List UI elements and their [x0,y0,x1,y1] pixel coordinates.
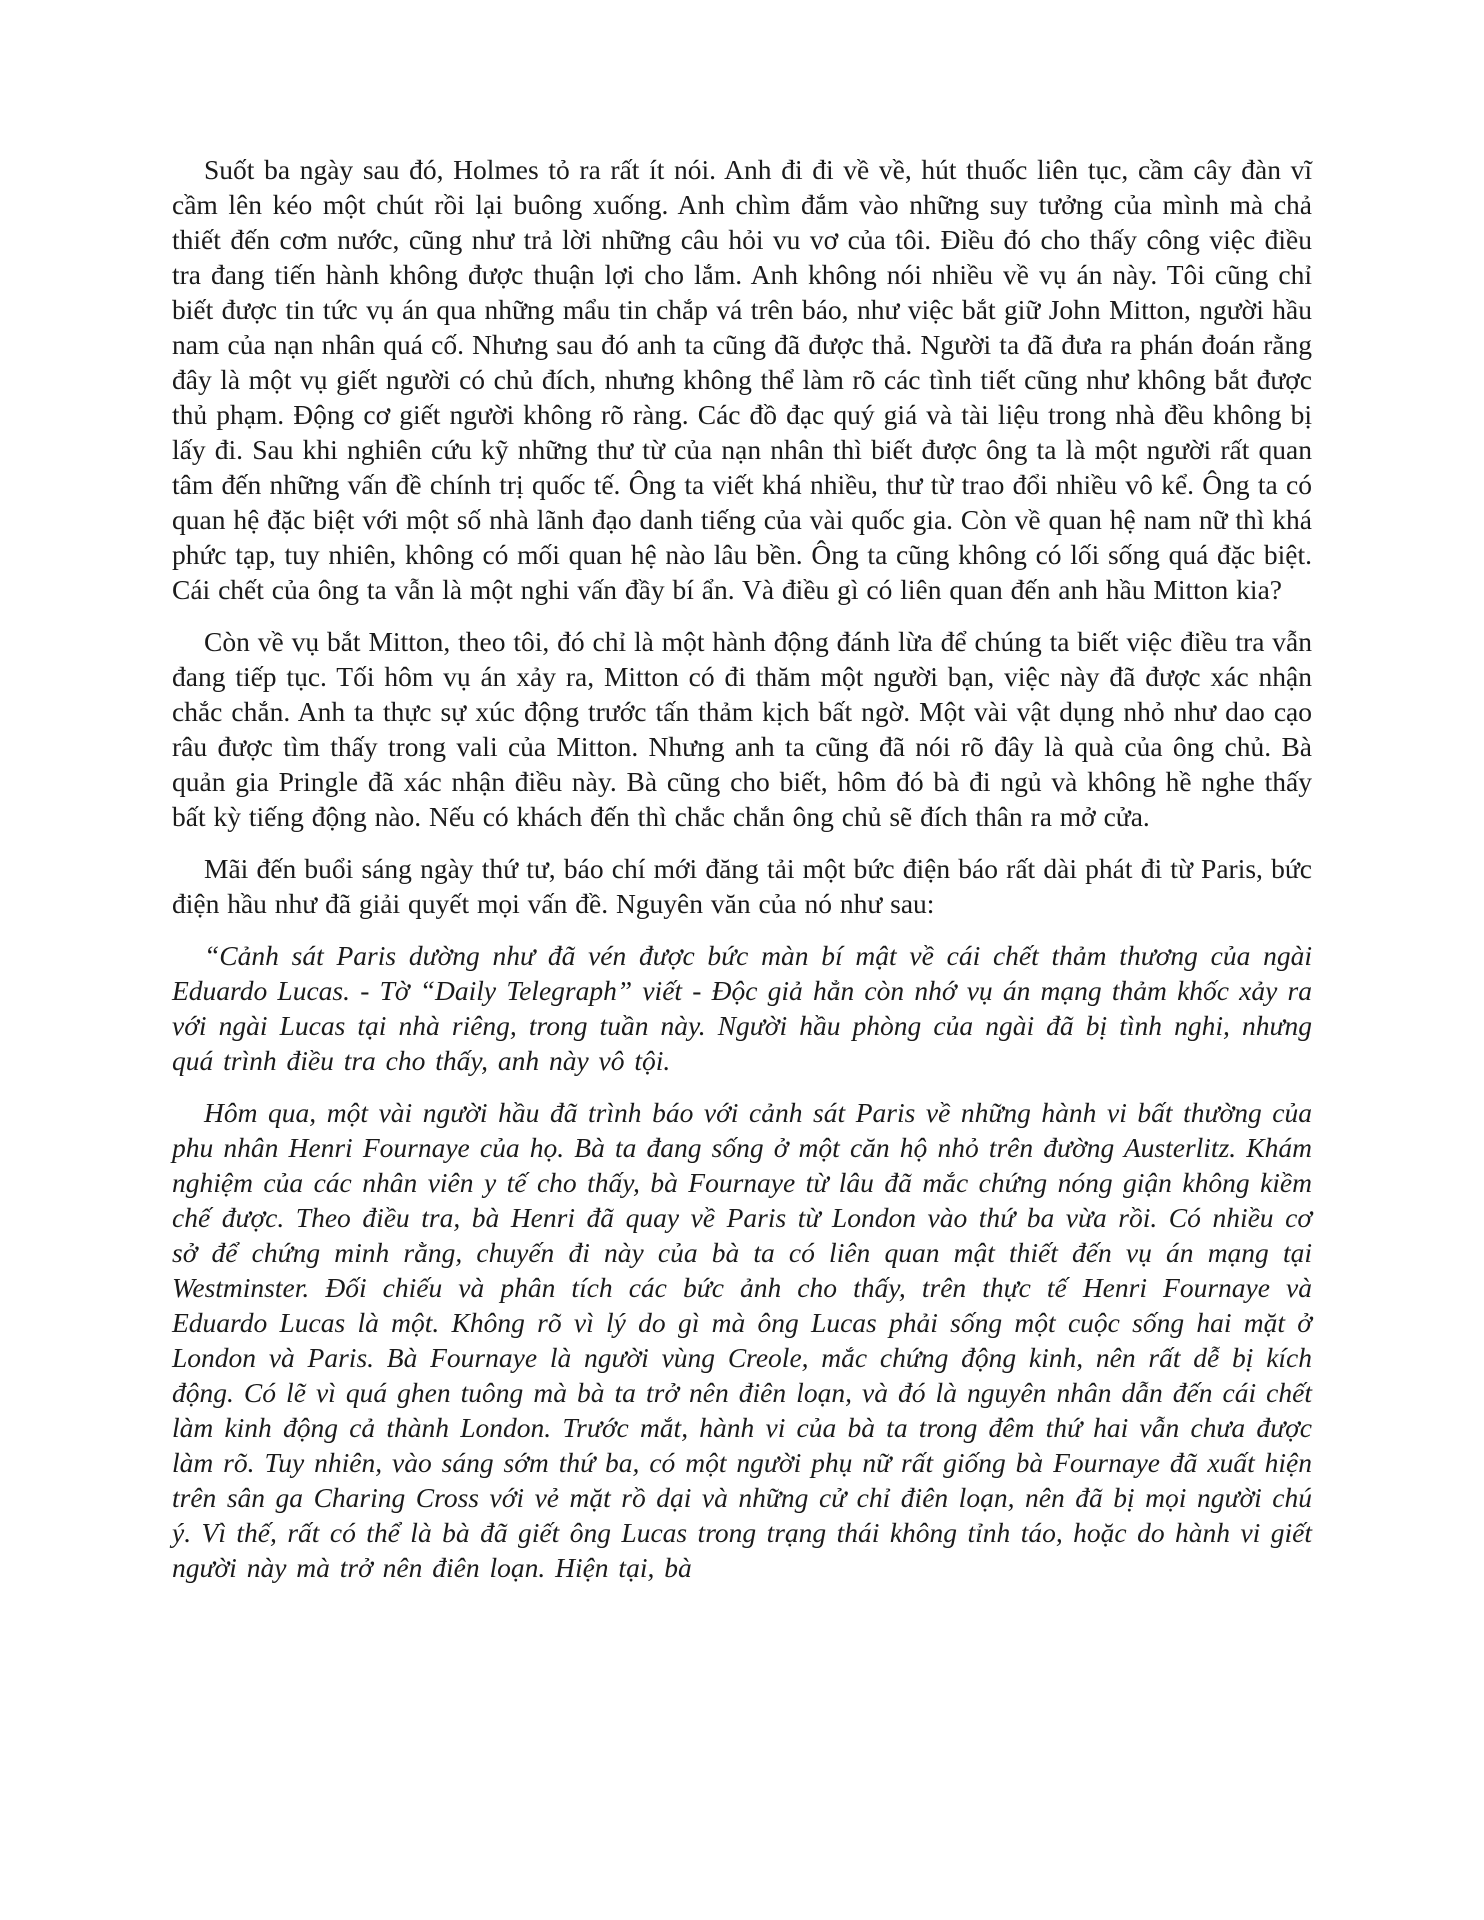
paragraph-telegram-intro: Mãi đến buổi sáng ngày thứ tư, báo chí mới đăng tải một bức điện báo rất dài phát đi từ Paris, bức điện hầu như đã giải quyết mọi vấn đề. Nguyên văn của nó như sau: [172,853,1312,919]
paragraph-telegram-quote-1: “Cảnh sát Paris dường như đã vén được bức màn bí mật về cái chết thảm thương của ngài Eduardo Lucas. - Tờ “Daily Telegraph” viết - Độc giả hẳn còn nhớ vụ án mạng thảm khốc xảy ra với ngài Lucas tại nhà riêng, trong tuần này. Người hầu phòng của ngài đã bị tình nghi, nhưng quá trình điều tra cho thấy, anh này vô tội. [172,940,1312,1076]
paragraph-holmes-silent: Suốt ba ngày sau đó, Holmes tỏ ra rất ít nói. Anh đi đi về về, hút thuốc liên tục, cầm cây đàn vĩ cầm lên kéo một chút rồi lại buông xuống. Anh chìm đắm vào những suy tưởng của mình mà chả thiết đến cơm nước, cũng như trả lời những câu hỏi vu vơ của tôi. Điều đó cho thấy công việc điều tra đang tiến hành không được thuận lợi cho lắm. Anh không nói nhiều về vụ án này. Tôi cũng chỉ biết được tin tức vụ án qua những mẩu tin chắp vá trên báo, như việc bắt giữ John Mitton, người hầu nam của nạn nhân quá cố. Nhưng sau đó anh ta cũng đã được thả. Người ta đã đưa ra phán đoán rằng đây là một vụ giết người có chủ đích, nhưng không thể làm rõ các tình tiết cũng như không bắt được thủ phạm. Động cơ giết người không rõ ràng. Các đồ đạc quý giá và tài liệu trong nhà đều không bị lấy đi. Sau khi nghiên cứu kỹ những thư từ của nạn nhân thì biết được ông ta là một người rất quan tâm đến những vấn đề chính trị quốc tế. Ông ta viết khá nhiều, thư từ trao đổi nhiều vô kể. Ông ta có quan hệ đặc biệt với một số nhà lãnh đạo danh tiếng của vài quốc gia. Còn về quan hệ nam nữ thì khá phức tạp, tuy nhiên, không có mối quan hệ nào lâu bền. Ông ta cũng không có lối sống quá đặc biệt. Cái chết của ông ta vẫn là một nghi vấn đầy bí ẩn. Và điều gì có liên quan đến anh hầu Mitton kia? [172,154,1312,605]
paragraph-telegram-quote-2: Hôm qua, một vài người hầu đã trình báo với cảnh sát Paris về những hành vi bất thường của phu nhân Henri Fournaye của họ. Bà ta đang sống ở một căn hộ nhỏ trên đường Austerlitz. Khám nghiệm của các nhân viên y tế cho thấy, bà Fournaye từ lâu đã mắc chứng nóng giận không kiềm chế được. Theo điều tra, bà Henri đã quay về Paris từ London vào thứ ba vừa rồi. Có nhiều cơ sở để chứng minh rằng, chuyến đi này của bà ta có liên quan mật thiết đến vụ án mạng tại Westminster. Đối chiếu và phân tích các bức ảnh cho thấy, trên thực tế Henri Fournaye và Eduardo Lucas là một. Không rõ vì lý do gì mà ông Lucas phải sống một cuộc sống hai mặt ở London và Paris. Bà Fournaye là người vùng Creole, mắc chứng động kinh, nên rất dễ bị kích động. Có lẽ vì quá ghen tuông mà bà ta trở nên điên loạn, và đó là nguyên nhân dẫn đến cái chết làm kinh động cả thành London. Trước mắt, hành vi của bà ta trong đêm thứ hai vẫn chưa được làm rõ. Tuy nhiên, vào sáng sớm thứ ba, có một người phụ nữ rất giống bà Fournaye đã xuất hiện trên sân ga Charing Cross với vẻ mặt rồ dại và những cử chỉ điên loạn, nên đã bị mọi người chú ý. Vì thế, rất có thể là bà đã giết ông Lucas trong trạng thái không tỉnh táo, hoặc do hành vi giết người này mà trở nên điên loạn. Hiện tại, bà [172,1097,1312,1583]
paragraph-mitton-arrest: Còn về vụ bắt Mitton, theo tôi, đó chỉ là một hành động đánh lừa để chúng ta biết việc điều tra vẫn đang tiếp tục. Tối hôm vụ án xảy ra, Mitton có đi thăm một người bạn, việc này đã được xác nhận chắc chắn. Anh ta thực sự xúc động trước tấn thảm kịch bất ngờ. Một vài vật dụng nhỏ như dao cạo râu được tìm thấy trong vali của Mitton. Nhưng anh ta cũng đã nói rõ đây là quà của ông chủ. Bà quản gia Pringle đã xác nhận điều này. Bà cũng cho biết, hôm đó bà đi ngủ và không hề nghe thấy bất kỳ tiếng động nào. Nếu có khách đến thì chắc chắn ông chủ sẽ đích thân ra mở cửa. [172,626,1312,832]
document-page [172,152,1312,1585]
